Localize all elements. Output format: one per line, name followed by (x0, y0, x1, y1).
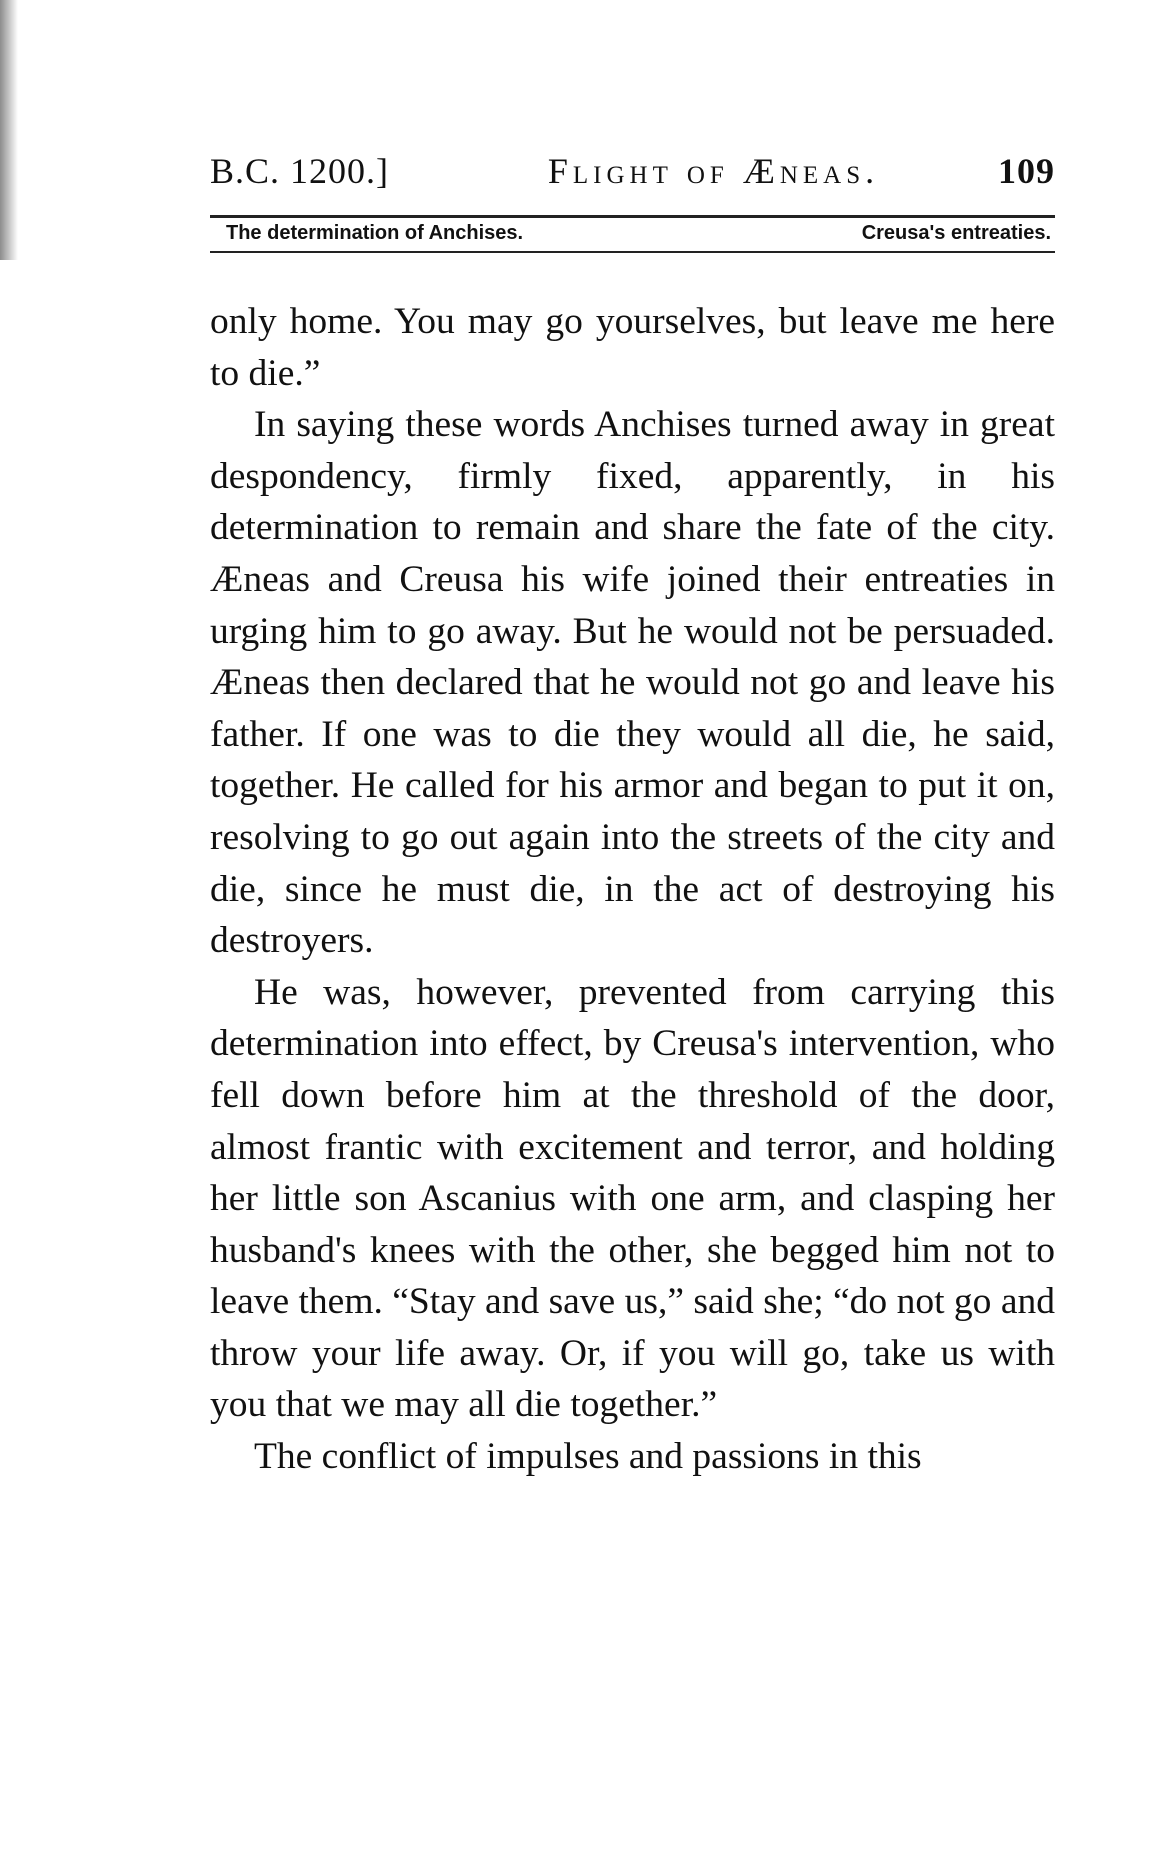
page-number: 109 (998, 151, 1055, 191)
sidenote-row (226, 222, 1051, 245)
sidenote-right: Creusa's entreaties. (861, 222, 1051, 244)
paragraph-4: The conflict of impulses and passions in this (254, 1436, 922, 1478)
scan-edge-shadow (0, 0, 18, 260)
header-rule-bottom (210, 251, 1055, 253)
running-title: Flight of Æneas. (547, 151, 880, 191)
header-date: B.C. 1200.] (210, 151, 390, 191)
body-text (210, 296, 1055, 1483)
page-header (210, 150, 1055, 205)
paragraph-3: He was, however, prevented from carrying this determination into effect, by Creusa's intervention, who fell down before him at the threshold of the door, almost frantic with excitement and terror, and holding her little son Ascanius with one arm, and clasping her husband's knees with the other, she begged him not to leave them. “Stay and save us,” said she; “do not go and throw your life away. Or, if you will go, take us with you that we may all die together.” (210, 971, 1055, 1426)
sidenote-left: The determination of Anchises. (226, 222, 524, 244)
paragraph-1: only home. You may go yourselves, but leave me here to die.” (210, 301, 1055, 394)
header-rule-top (210, 215, 1055, 218)
paragraph-2: In saying these words Anchises turned away in great despondency, firmly fixed, apparently, in his determination to remain and share the fate of the city. Æneas and Creusa his wife joined their entreaties in urging him to go away. But he would not be persuaded. Æneas then declared that he would not go and leave his father. If one was to die they would all die, he said, together. He called for his armor and began to put it on, resolving to go out again into the streets of the city and die, since he must die, in the act of destroying his destroyers. (210, 404, 1055, 962)
